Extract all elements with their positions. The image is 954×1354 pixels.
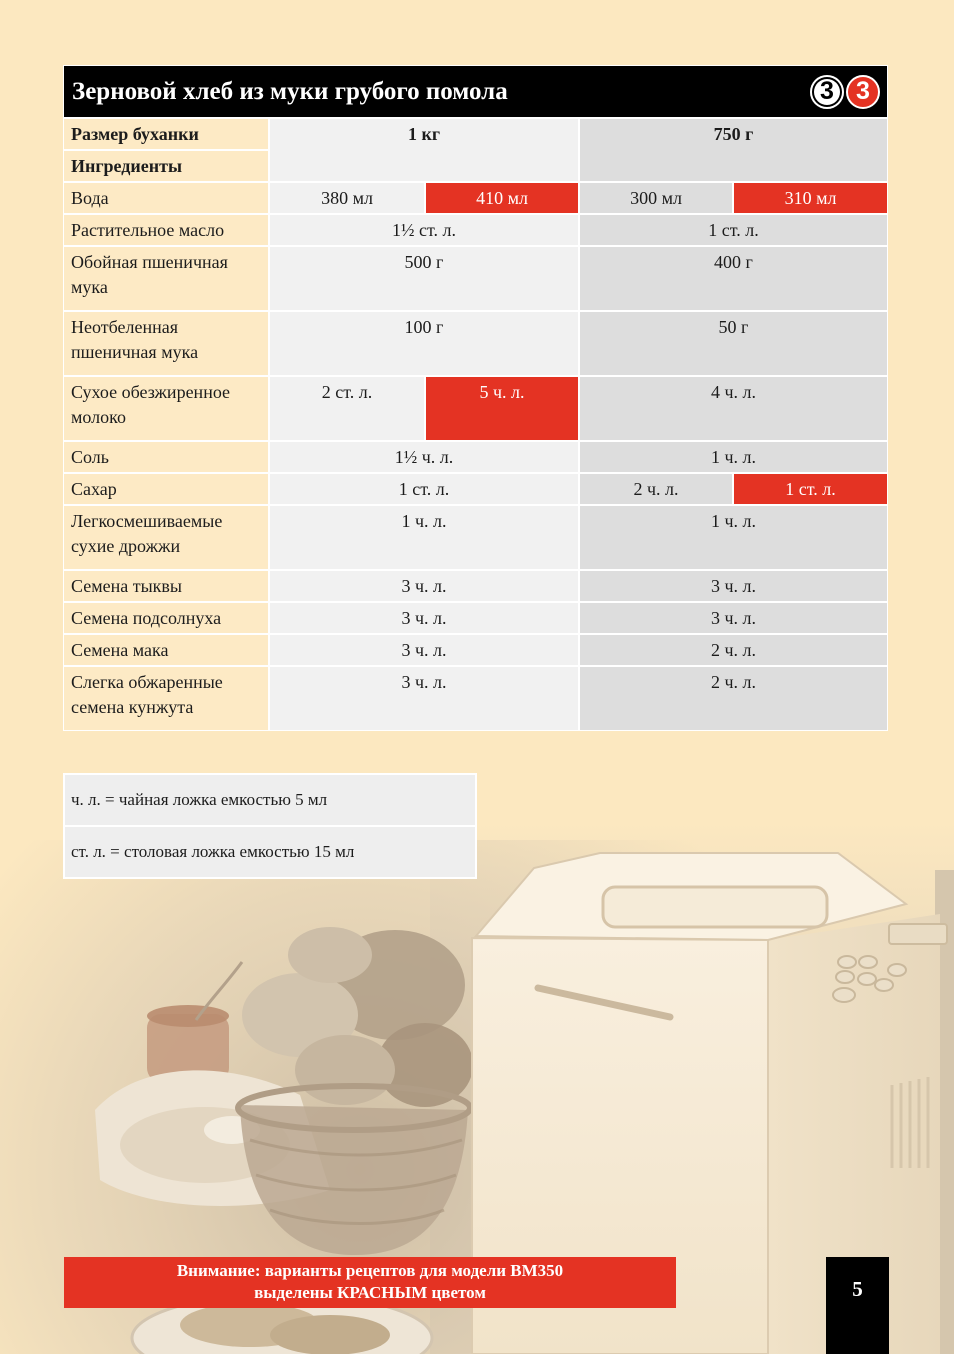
control-button [859, 956, 877, 968]
salt-750g: 1 ч. л. [580, 442, 887, 472]
column-header-750g: 750 г [580, 119, 887, 181]
ingredient-pumpkin-seeds: Семена тыквы [64, 571, 268, 601]
ingredient-sunflower-seeds: Семена подсолнуха [64, 603, 268, 633]
water-1kg-bm350: 410 мл [426, 183, 578, 213]
recipe-title: Зерновой хлеб из муки грубого помола [72, 77, 508, 105]
bm350-notice-banner [64, 1257, 676, 1308]
oil-750g: 1 ст. л. [580, 215, 887, 245]
bread-roll [295, 1035, 395, 1105]
sugar-750g: 2 ч. л. [580, 474, 732, 504]
dry-milk-750g: 4 ч. л. [580, 377, 887, 440]
ingredient-unbleached-flour: Неотбеленная пшеничная мука [64, 312, 268, 375]
sunflower-seeds-750g: 3 ч. л. [580, 603, 887, 633]
sugar-1kg: 1 ст. л. [270, 474, 578, 504]
page-number: 5 [826, 1257, 889, 1354]
control-button [838, 956, 856, 968]
dry-milk-1kg-bm350: 5 ч. л. [426, 377, 578, 440]
water-750g: 300 мл [580, 183, 732, 213]
unbleached-flour-1kg: 100 г [270, 312, 578, 375]
water-750g-bm350: 310 мл [734, 183, 887, 213]
ingredient-dry-milk: Сухое обезжиренное молоко [64, 377, 268, 440]
sunflower-seeds-1kg: 3 ч. л. [270, 603, 578, 633]
wholemeal-flour-750g: 400 г [580, 247, 887, 310]
control-button [833, 988, 855, 1002]
notice-line-1: Внимание: варианты рецептов для модели BM350 [176, 1261, 564, 1280]
bread-roll [288, 927, 372, 983]
wholemeal-flour-1kg: 500 г [270, 247, 578, 310]
control-button [888, 964, 906, 976]
program-number-badge-bm350: 3 [846, 75, 880, 109]
program-badges [810, 75, 880, 109]
loaf-size-label: Размер буханки [64, 119, 268, 149]
control-button [858, 973, 876, 985]
recipe-table [63, 65, 888, 731]
pumpkin-seeds-750g: 3 ч. л. [580, 571, 887, 601]
ingredient-oil: Растительное масло [64, 215, 268, 245]
sugar-750g-bm350: 1 ст. л. [734, 474, 887, 504]
water-1kg: 380 мл [270, 183, 424, 213]
lid-window [603, 887, 827, 927]
jar-lid [147, 1005, 229, 1027]
control-button [875, 979, 893, 991]
legend-teaspoon: ч. л. = чайная ложка емкостью 5 мл [65, 775, 475, 825]
column-header-1kg: 1 кг [270, 119, 578, 181]
bread-slice [270, 1315, 390, 1354]
salt-1kg: 1½ ч. л. [270, 442, 578, 472]
ingredient-yeast: Легкосмешиваемые сухие дрожжи [64, 506, 268, 569]
oil-1kg: 1½ ст. л. [270, 215, 578, 245]
poppy-seeds-1kg: 3 ч. л. [270, 635, 578, 665]
ingredient-sugar: Сахар [64, 474, 268, 504]
sesame-seeds-750g: 2 ч. л. [580, 667, 887, 730]
dry-milk-1kg: 2 ст. л. [270, 377, 424, 440]
program-number-badge: 3 [810, 75, 844, 109]
jam-jar [147, 1005, 229, 1082]
control-button [836, 971, 854, 983]
notice-line-2: выделены КРАСНЫМ цветом [254, 1283, 486, 1302]
yeast-1kg: 1 ч. л. [270, 506, 578, 569]
sesame-seeds-1kg: 3 ч. л. [270, 667, 578, 730]
unbleached-flour-750g: 50 г [580, 312, 887, 375]
legend-tablespoon: ст. л. = столовая ложка емкостью 15 мл [65, 827, 475, 877]
ingredient-sesame-seeds: Слегка обжаренные семена кунжута [64, 667, 268, 730]
yeast-750g: 1 ч. л. [580, 506, 887, 569]
ingredient-salt: Соль [64, 442, 268, 472]
ingredient-wholemeal-flour: Обойная пшеничная мука [64, 247, 268, 310]
poppy-seeds-750g: 2 ч. л. [580, 635, 887, 665]
control-display [889, 924, 947, 944]
ingredients-label: Ингредиенты [64, 151, 268, 181]
units-legend [63, 773, 477, 879]
pumpkin-seeds-1kg: 3 ч. л. [270, 571, 578, 601]
recipe-title-bar [64, 66, 887, 117]
ingredient-water: Вода [64, 183, 268, 213]
ingredient-poppy-seeds: Семена мака [64, 635, 268, 665]
